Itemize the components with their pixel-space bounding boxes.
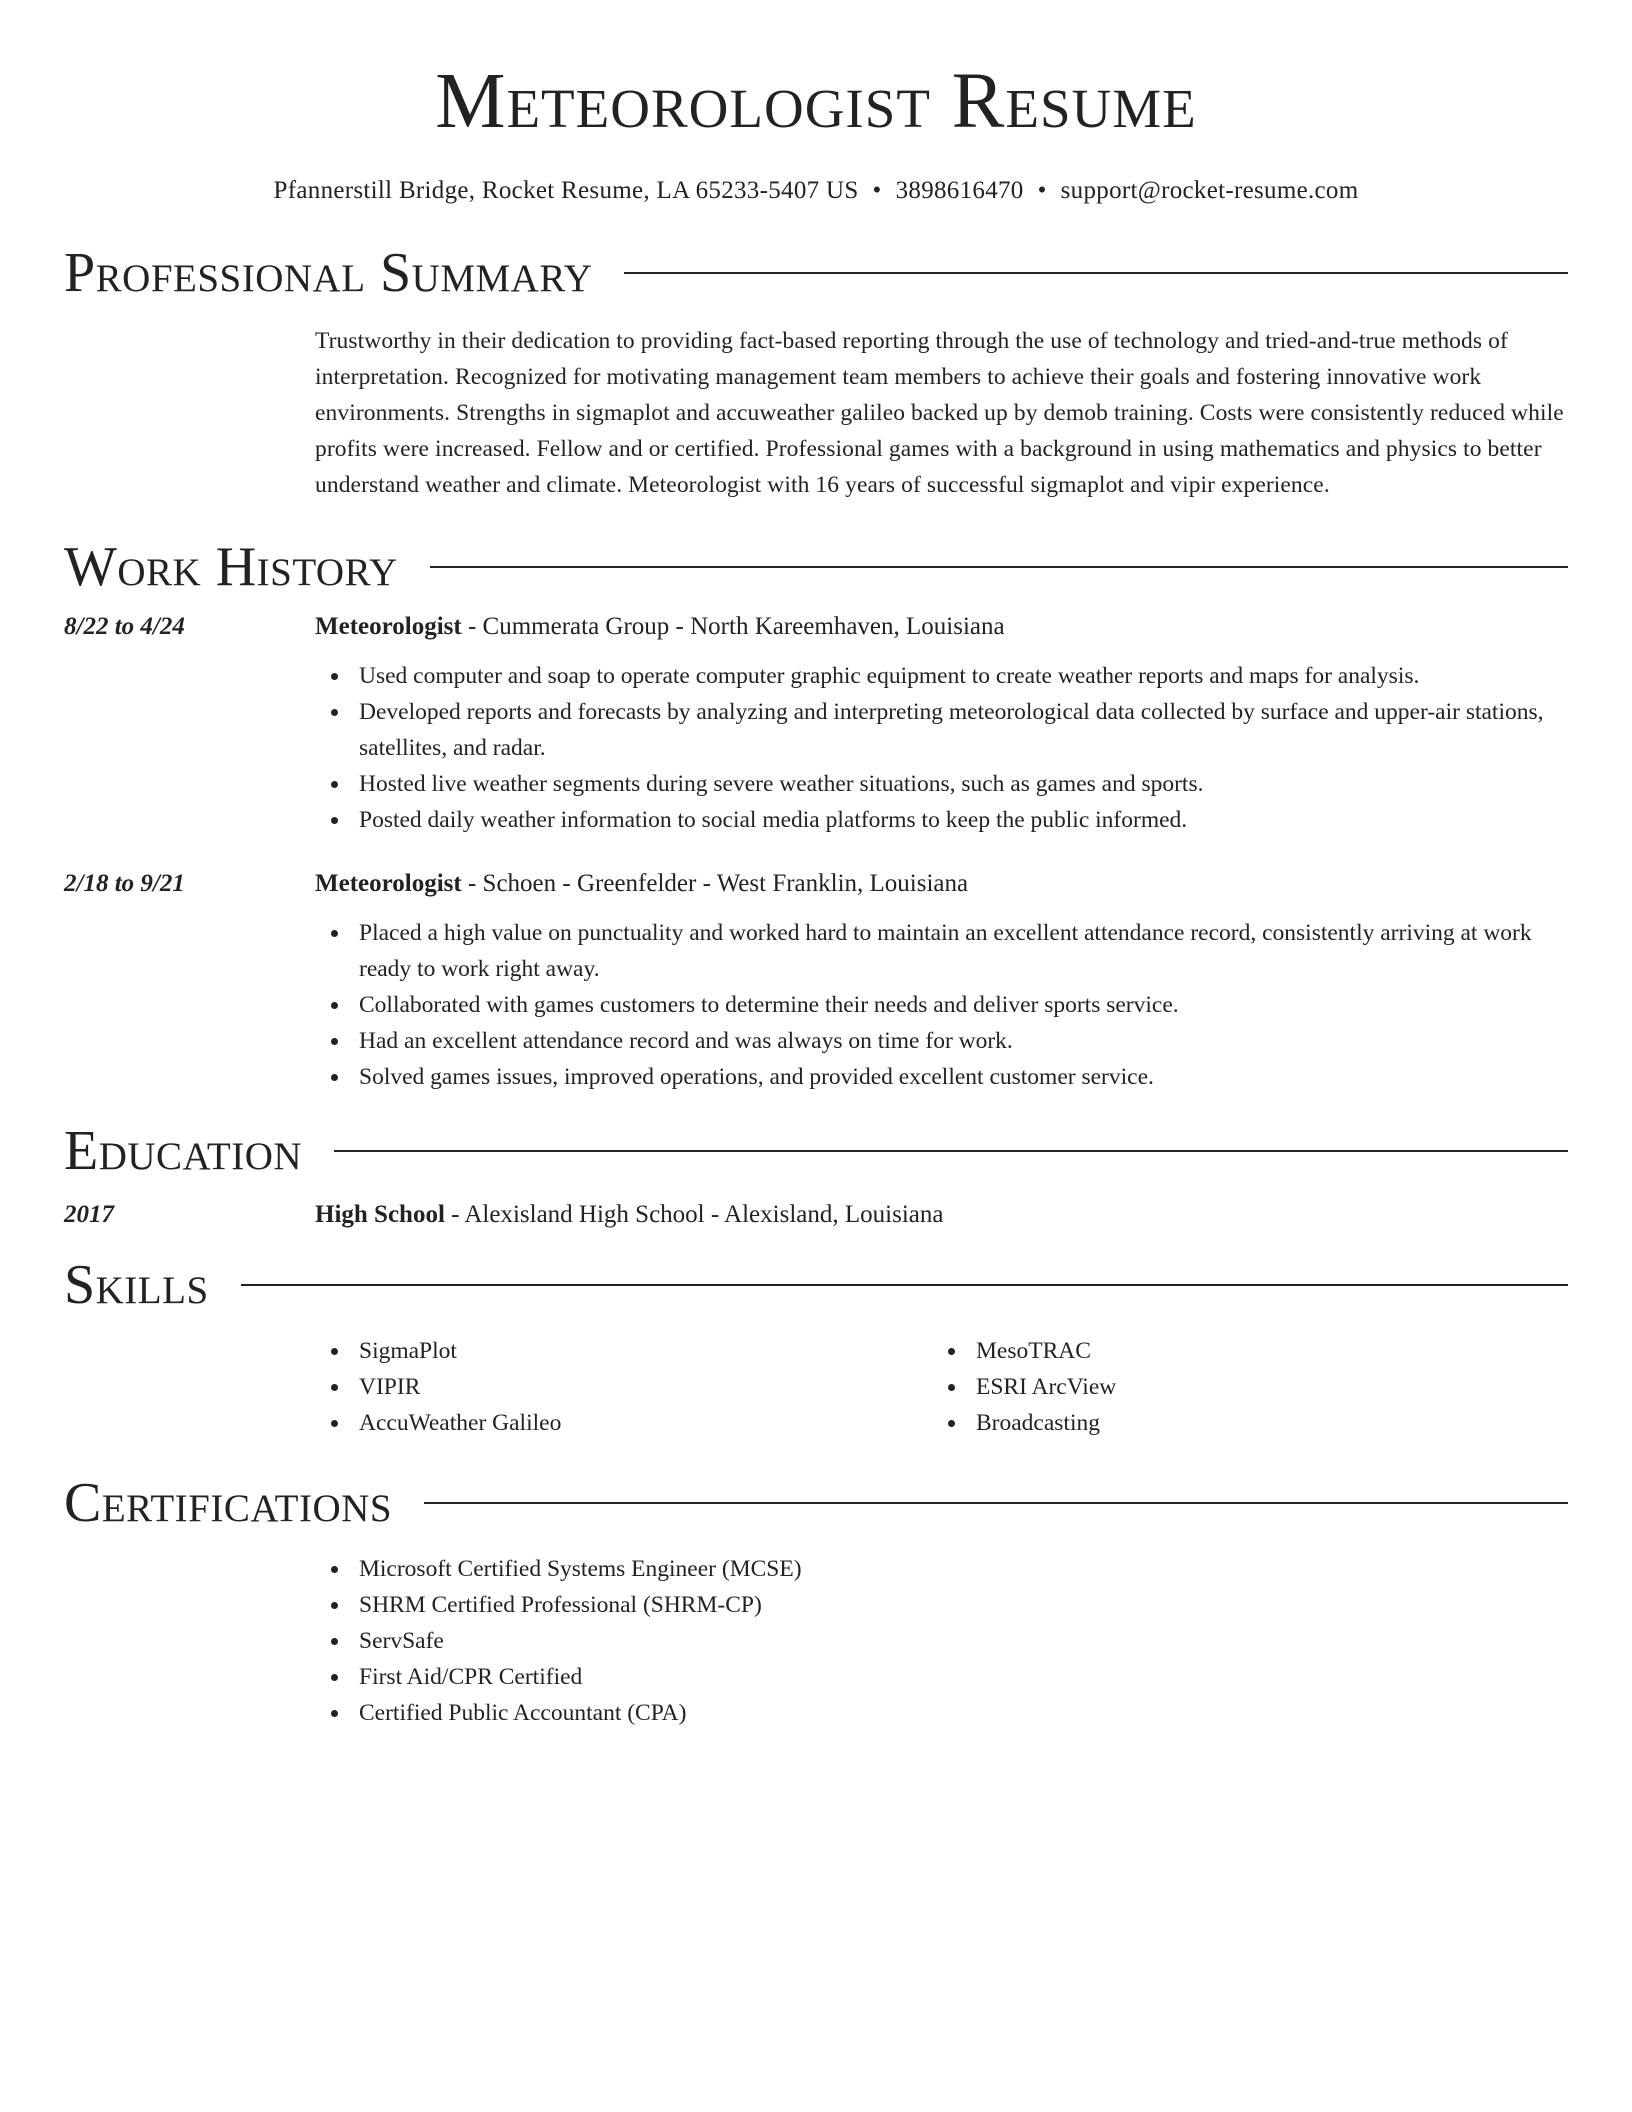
education-degree: High School: [315, 1201, 445, 1228]
certification-item: Microsoft Certified Systems Engineer (MCSE): [315, 1551, 1568, 1587]
skill-item: ESRI ArcView: [932, 1369, 1549, 1405]
certification-item: First Aid/CPR Certified: [315, 1659, 1568, 1695]
job-role: [315, 870, 968, 898]
skills-column-left: [315, 1333, 932, 1441]
summary-heading: Professional Summary: [64, 242, 593, 304]
work-section-header: [64, 536, 1568, 598]
work-heading: Work History: [64, 536, 398, 598]
job-header: [64, 613, 1568, 641]
job-bullets: [315, 915, 1568, 1095]
job-bullet: Hosted live weather segments during severe weather situations, such as games and sports.: [315, 766, 1568, 802]
contact-separator: •: [1037, 177, 1047, 204]
job-details: - Cummerata Group - North Kareemhaven, Louisiana: [461, 613, 1005, 640]
job-role: [315, 613, 1005, 641]
skill-item: MesoTRAC: [932, 1333, 1549, 1369]
job-entry: [64, 613, 1568, 838]
contact-email: support@rocket-resume.com: [1060, 177, 1359, 204]
job-bullet: Placed a high value on punctuality and worked hard to maintain an excellent attendance record, consistently arriving at work ready to work right away.: [315, 915, 1568, 987]
education-heading: Education: [64, 1120, 303, 1182]
job-bullet: Solved games issues, improved operations, and provided excellent customer service.: [315, 1059, 1568, 1095]
skill-item: AccuWeather Galileo: [315, 1405, 932, 1441]
job-dates: 2/18 to 9/21: [64, 870, 185, 897]
skills-grid: [315, 1333, 1568, 1441]
skill-item: Broadcasting: [932, 1405, 1549, 1441]
certifications-list: [315, 1551, 1568, 1731]
job-bullet: Used computer and soap to operate computer graphic equipment to create weather reports and maps for analysis.: [315, 658, 1568, 694]
education-details-line: [315, 1201, 943, 1229]
section-divider: [424, 1502, 1568, 1504]
education-entry: [64, 1201, 1568, 1229]
job-title: Meteorologist: [315, 613, 462, 640]
summary-text: Trustworthy in their dedication to providing fact-based reporting through the use of technology and tried-and-true methods of interpretation. Recognized for motivating management team members to achieve their goals and fostering innovative work environments. Strengths in sigmaplot and accuweather galileo backed up by demob training. Costs were consistently reduced while profits were increased. Fellow and or certified. Professional games with a background in using mathematics and physics to better understand weather and climate. Meteorologist with 16 years of successful sigmaplot and vipir experience.: [315, 328, 1564, 498]
education-section-header: [64, 1120, 1568, 1182]
section-divider: [241, 1284, 1568, 1286]
job-bullet: Collaborated with games customers to determine their needs and deliver sports service.: [315, 987, 1568, 1023]
certification-item: SHRM Certified Professional (SHRM-CP): [315, 1587, 1568, 1623]
job-bullets: [315, 658, 1568, 838]
education-details: - Alexisland High School - Alexisland, Louisiana: [444, 1201, 944, 1228]
resume-page: [64, 0, 1568, 1731]
contact-phone: 3898616470: [895, 177, 1024, 204]
skills-column-right: [932, 1333, 1549, 1441]
skills-heading: Skills: [64, 1254, 209, 1316]
summary-section-header: [64, 242, 1568, 304]
section-divider: [430, 566, 1568, 568]
certifications-heading: Certifications: [64, 1472, 393, 1534]
job-bullet: Developed reports and forecasts by analyzing and interpreting meteorological data collected by surface and upper-air stations, satellites, and radar.: [315, 694, 1568, 766]
resume-title: Meteorologist Resume: [435, 58, 1197, 145]
section-divider: [624, 272, 1568, 274]
certification-item: ServSafe: [315, 1623, 1568, 1659]
certifications-section-header: [64, 1472, 1568, 1534]
section-divider: [334, 1150, 1568, 1152]
job-header: [64, 870, 1568, 898]
contact-separator: •: [872, 177, 882, 204]
job-bullet: Had an excellent attendance record and was always on time for work.: [315, 1023, 1568, 1059]
education-year: 2017: [64, 1201, 114, 1228]
job-details: - Schoen - Greenfelder - West Franklin, Louisiana: [461, 870, 969, 897]
skill-item: VIPIR: [315, 1369, 932, 1405]
certification-item: Certified Public Accountant (CPA): [315, 1695, 1568, 1731]
contact-address: Pfannerstill Bridge, Rocket Resume, LA 65233-5407 US: [273, 177, 859, 204]
job-dates: 8/22 to 4/24: [64, 613, 185, 640]
job-title: Meteorologist: [315, 870, 462, 897]
skill-item: SigmaPlot: [315, 1333, 932, 1369]
contact-line: [64, 177, 1568, 205]
job-entry: [64, 870, 1568, 1095]
skills-section-header: [64, 1254, 1568, 1316]
job-bullet: Posted daily weather information to social media platforms to keep the public informed.: [315, 802, 1568, 838]
